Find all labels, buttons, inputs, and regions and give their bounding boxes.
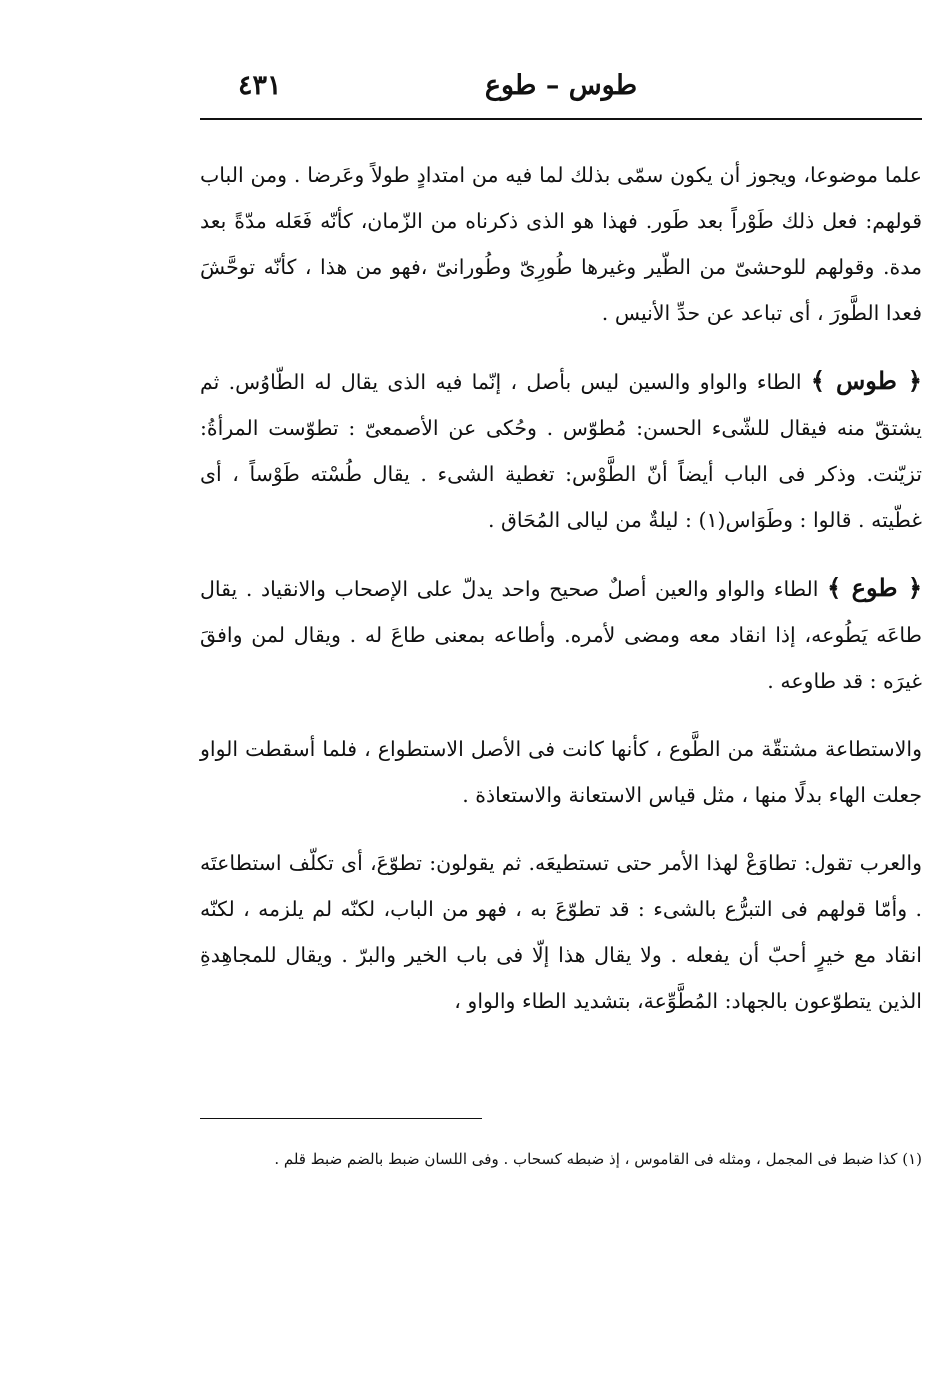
page <box>200 60 922 1168</box>
paragraph-taw <box>200 565 922 704</box>
paragraph-tatawwu <box>200 840 922 1024</box>
footnote-rule <box>200 1118 482 1119</box>
paragraph-text: والعرب تقول: تطاوَعْ لهذا الأمر حتى تستطيعَه. ثم يقولون: تطوّعَ، أى تكلّف استطاعتَه . وأمّا قولهم فى التبرُّع بالشىء : قد تطوّعَ به ، فهو من الباب، لكنّه لم يلزمه ، لكنّه انقاد مع خيرٍ أحبّ أن يفعله . ولا يقال هذا إلّا فى باب الخير والبرّ . ويقال للمجاهِدةِ الذين يتطوّعون بالجهاد: المُطَّوِّعة، بتشديد الطاء والواو ، <box>200 851 922 1013</box>
paragraph-taws <box>200 358 922 543</box>
entry-heading-taws: ﴿ طوس ﴾ <box>810 366 922 395</box>
running-title: طوس – طوع <box>484 70 638 101</box>
main-text <box>200 152 922 1046</box>
paragraph-taur <box>200 152 922 336</box>
paragraph-text: الطاء والواو والعين أصلٌ صحيح واحد يدلّ على الإصحاب والانقياد . يقال طاعَه يَطُوعه، إذا انقاد معه ومضى لأمره. وأطاعه بمعنى طاعَ له . ويقال لمن وافقَ غيرَه : قد طاوعه . <box>200 577 922 693</box>
paragraph-text: علما موضوعا، ويجوز أن يكون سمّى بذلك لما فيه من امتدادٍ طولاً وعَرضا . ومن الباب قولهم: فعل ذلك طَوْراً بعد طَور. فهذا هو الذى ذكرناه من الزّمان، كأنّه فَعَله مدّةً بعد مدة. وقولهم للوحشىّ من الطّير وغيرها طُورِىّ وطُورانىّ ،فهو من هذا ، كأنّه توحَّشَ فعدا الطَّورَ ، أى تباعد عن حدِّ الأنيس . <box>200 163 922 325</box>
footnote: (١) كذا ضبط فى المجمل ، ومثله فى القاموس ، إذ ضبطه كسحاب . وفى اللسان ضبط بالضم ضبط قلم . <box>274 1150 922 1168</box>
paragraph-text: والاستطاعة مشتقّة من الطَّوع ، كأنها كانت فى الأصل الاستطواع ، فلما أسقطت الواو جعلت الهاء بدلًا منها ، مثل قياس الاستعانة والاستعاذة . <box>200 737 922 807</box>
entry-heading-taw: ﴿ طوع ﴾ <box>827 573 922 602</box>
page-header <box>200 60 922 112</box>
paragraph-text: الطاء والواو والسين ليس بأصل ، إنّما فيه الذى يقال له الطّاوُس. ثم يشتقّ منه فيقال للشّىء الحسن: مُطوّس . وحُكى عن الأصمعىّ : تطوّست المرأةُ: تزيّنت. وذكر فى الباب أيضاً أنّ الطَّوْس: تغطية الشىء . يقال طُسْته طَوْساً ، أى غطّيته . قالوا : وطَوَاس(١) : ليلةٌ من ليالى المُحَاق . <box>200 370 922 532</box>
header-rule <box>200 118 922 120</box>
paragraph-istitaa <box>200 726 922 818</box>
page-number: ٤٣١ <box>238 70 282 101</box>
